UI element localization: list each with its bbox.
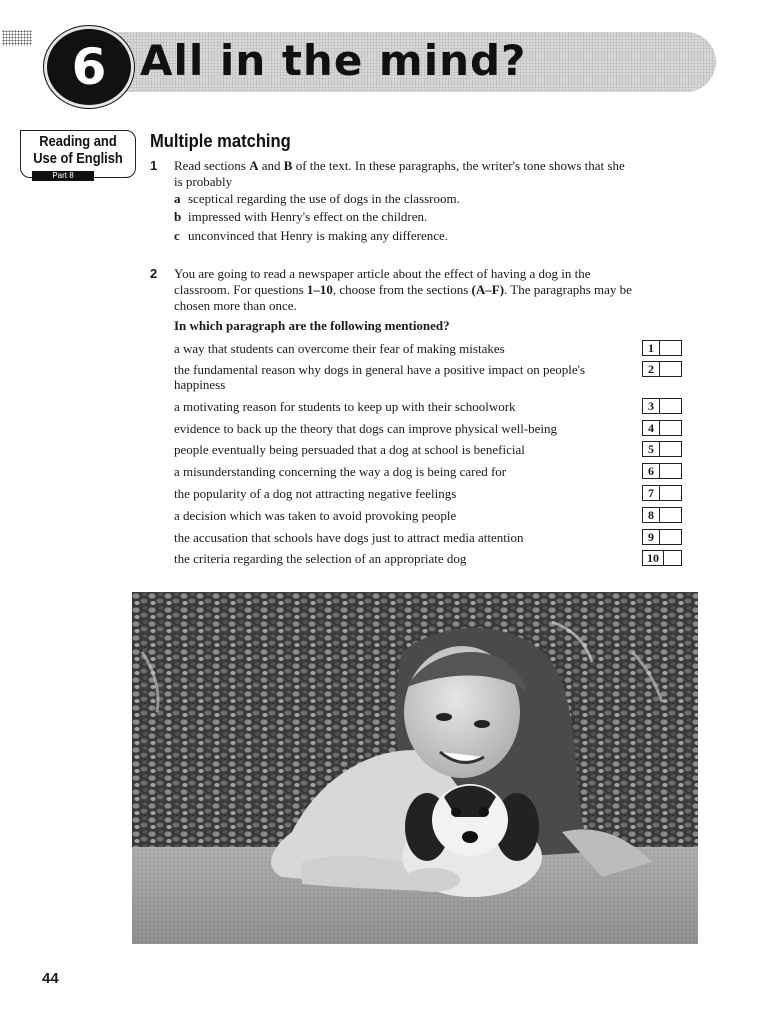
answer-box-4[interactable]: 4	[642, 420, 682, 436]
question-2-text: You are going to read a newspaper article about the effect of having a dog in the classroom. For questions 1–10, choose from the sections (A–F). The paragraphs may be chosen more than once.	[174, 266, 632, 313]
answer-box-9[interactable]: 9	[642, 529, 682, 545]
question-1-option-c[interactable]: c unconvinced that Henry is making any difference.	[174, 228, 449, 243]
answer-box-8[interactable]: 8	[642, 507, 682, 523]
matching-item-6: a misunderstanding concerning the way a dog is being cared for	[174, 464, 507, 479]
matching-item-7: the popularity of a dog not attracting negative feelings	[174, 486, 457, 501]
section-heading: Multiple matching	[150, 131, 291, 151]
matching-item-9: the accusation that schools have dogs just to attract media attention	[174, 530, 524, 545]
section-label-line2: Use of English	[33, 150, 123, 167]
unit-badge	[44, 26, 134, 108]
answer-box-10[interactable]: 10	[642, 550, 682, 566]
matching-item-4: evidence to back up the theory that dogs can improve physical well-being	[174, 421, 558, 436]
section-label-line1: Reading and	[39, 133, 117, 150]
answer-box-6[interactable]: 6	[642, 463, 682, 479]
matching-item-5: people eventually being persuaded that a dog at school is beneficial	[174, 442, 525, 457]
page-number: 44	[42, 970, 59, 987]
question-1-option-b[interactable]: b impressed with Henry's effect on the children.	[174, 209, 428, 224]
answer-box-7[interactable]: 7	[642, 485, 682, 501]
matching-item-1: a way that students can overcome their fear of making mistakes	[174, 341, 505, 356]
answer-box-2[interactable]: 2	[642, 361, 682, 377]
matching-item-2: the fundamental reason why dogs in general have a positive impact on people's happiness	[174, 362, 585, 392]
matching-item-8: a decision which was taken to avoid provoking people	[174, 508, 457, 523]
unit-title: All in the mind?	[140, 36, 527, 85]
corner-mark	[2, 30, 32, 46]
question-1-text: Read sections A and B of the text. In these paragraphs, the writer's tone shows that she is probably	[174, 158, 625, 189]
question-1-option-a[interactable]: a sceptical regarding the use of dogs in the classroom.	[174, 191, 460, 206]
question-1-number: 1	[150, 158, 158, 173]
question-2-number: 2	[150, 266, 158, 281]
unit-number: 6	[71, 38, 107, 96]
question-2-prompt: In which paragraph are the following mentioned?	[174, 318, 450, 333]
answer-box-1[interactable]: 1	[642, 340, 682, 356]
part-tag: Part 8	[32, 171, 94, 181]
answer-box-5[interactable]: 5	[642, 441, 682, 457]
girl-with-puppy-photo	[132, 592, 698, 944]
answer-box-3[interactable]: 3	[642, 398, 682, 414]
matching-item-3: a motivating reason for students to keep up with their schoolwork	[174, 399, 516, 414]
matching-item-10: the criteria regarding the selection of an appropriate dog	[174, 551, 467, 566]
